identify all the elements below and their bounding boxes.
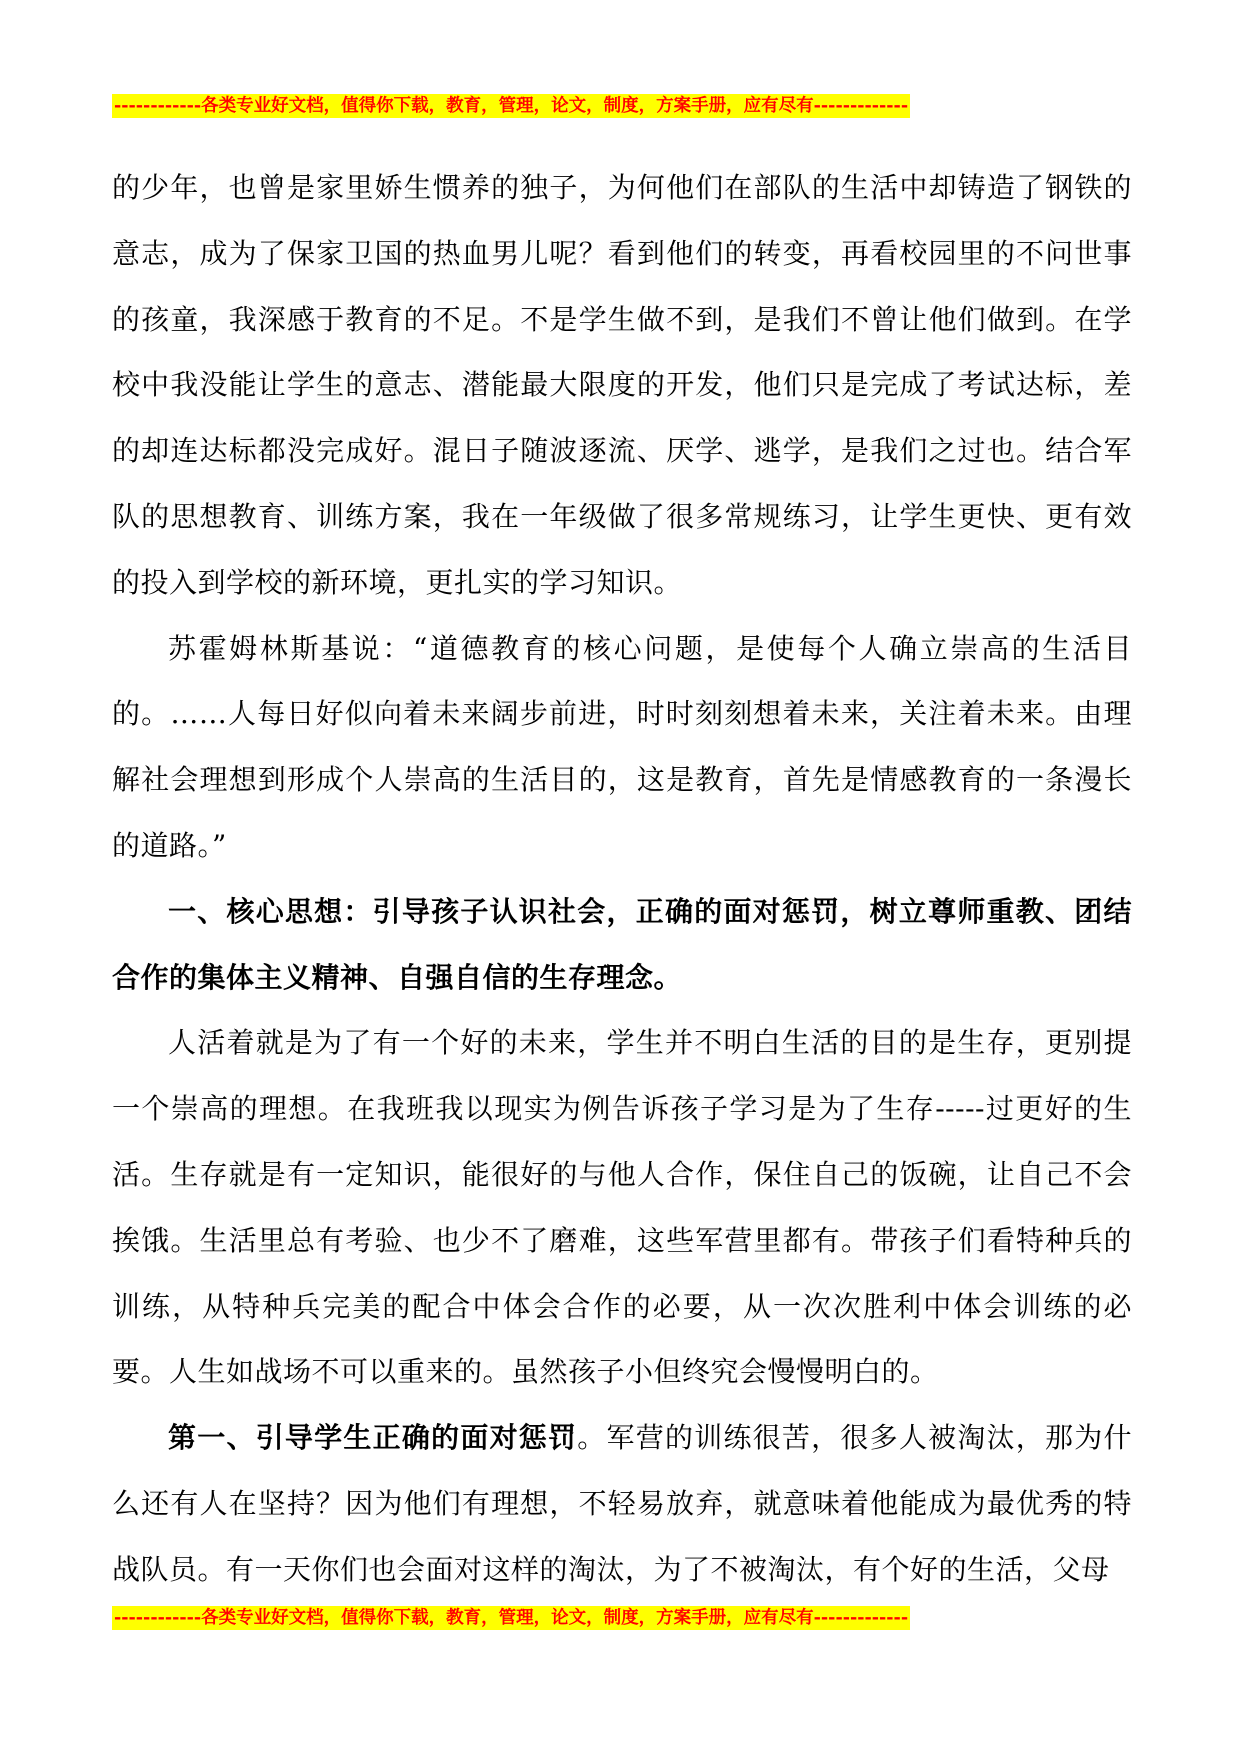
paragraph-4-text: 。军营的训练很苦，很多人被淘汰，那为什么还有人在坚持？因为他们有理想，不轻易放弃，就意味着他能成为最优秀的特战队员。有一天你们也会面对这样的淘汰，为了不被淘汰，有个好的生活，父母 <box>112 1421 1132 1586</box>
footer-banner: ------------各类专业好文档，值得你下载，教育，管理，论文，制度，方案手册，应有尽有------------- <box>114 1608 909 1628</box>
paragraph-3: 人活着就是为了有一个好的未来，学生并不明白生活的目的是生存，更别提一个崇高的理想。在我班我以现实为例告诉孩子学习是为了生存-----过更好的生活。生存就是有一定知识，能很好的与他人合作，保住自己的饭碗，让自己不会挨饿。生活里总有考验、也少不了磨难，这些军营里都有。带孩子们看特种兵的训练，从特种兵完美的配合中体会合作的必要，从一次次胜利中体会训练的必要。人生如战场不可以重来的。虽然孩子小但终究会慢慢明白的。 <box>112 1026 1132 1389</box>
header-banner: ------------各类专业好文档，值得你下载，教育，管理，论文，制度，方案手册，应有尽有------------- <box>114 96 909 116</box>
section-heading-1: 一、核心思想：引导孩子认识社会，正确的面对惩罚，树立尊师重教、团结合作的集体主义精神、自强自信的生存理念。 <box>112 894 1132 994</box>
paragraph-4 <box>112 1405 1132 1602</box>
document-body <box>112 155 1132 1603</box>
paragraph-4-lead: 第一、引导学生正确的面对惩罚 <box>168 1421 578 1455</box>
paragraph-2-quote: 苏霍姆林斯基说：“道德教育的核心问题，是使每个人确立崇高的生活目的。……人每日好似向着未来阔步前进，时时刻刻想着未来，关注着未来。由理解社会理想到形成个人崇高的生活目的，这是教育，首先是情感教育的一条漫长的道路。” <box>112 631 1132 862</box>
paragraph-1: 的少年，也曾是家里娇生惯养的独子，为何他们在部队的生活中却铸造了钢铁的意志，成为了保家卫国的热血男儿呢？看到他们的转变，再看校园里的不问世事的孩童，我深感于教育的不足。不是学生做不到，是我们不曾让他们做到。在学校中我没能让学生的意志、潜能最大限度的开发，他们只是完成了考试达标，差的却连达标都没完成好。混日子随波逐流、厌学、逃学，是我们之过也。结合军队的思想教育、训练方案，我在一年级做了很多常规练习，让学生更快、更有效的投入到学校的新环境，更扎实的学习知识。 <box>112 171 1132 599</box>
